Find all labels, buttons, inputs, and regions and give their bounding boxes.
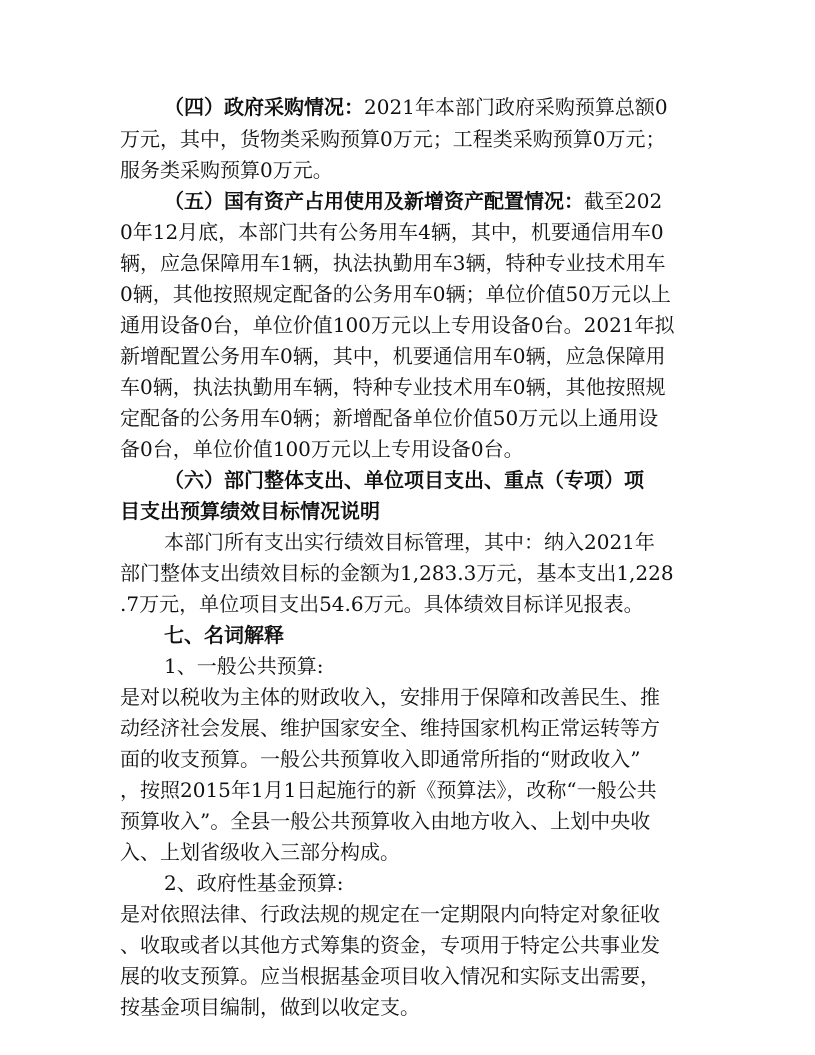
section6-heading-2: 目支出预算绩效目标情况说明 xyxy=(120,499,380,523)
section5-line-2: 0年12月底，本部门共有公务用车4辆，其中，机要通信用车0 xyxy=(120,220,664,244)
section4-heading: （四）政府采购情况： xyxy=(164,95,364,119)
section5-line-5: 通用设备0台，单位价值100万元以上专用设备0台。2021年拟 xyxy=(120,313,675,337)
section6-line-2: 部门整体支出绩效目标的金额为1,283.3万元，基本支出1,228 xyxy=(120,561,674,585)
section5-line-4: 0辆，其他按照规定配备的公务用车0辆；单位价值50万元以上 xyxy=(120,282,671,306)
section5-line-1 xyxy=(0,186,815,216)
term1-line-5: 预算收入”。全县一般公共预算收入由地方收入、上划中央收 xyxy=(120,809,651,833)
term1-line-2: 动经济社会发展、维护国家安全、维持国家机构正常运转等方 xyxy=(120,716,660,740)
section4-text: 2021年本部门政府采购预算总额0 xyxy=(364,95,668,119)
term2-title: 2、政府性基金预算: xyxy=(164,871,344,895)
section6-line-1: 本部门所有支出实行绩效目标管理，其中：纳入2021年 xyxy=(164,530,655,554)
section6-line-3: .7万元，单位项目支出54.6万元。具体绩效目标详见报表。 xyxy=(120,592,644,616)
term1-title: 1、一般公共预算: xyxy=(164,654,324,678)
section5-heading: （五）国有资产占用使用及新增资产配置情况： xyxy=(164,189,584,213)
term1-line-4: ，按照2015年1月1日起施行的新《预算法》，改称“一般公共 xyxy=(120,778,657,802)
term2-line-2: 、收取或者以其他方式筹集的资金，专项用于特定公共事业发 xyxy=(120,933,660,957)
term2-line-3: 展的收支预算。应当根据基金项目收入情况和实际支出需要， xyxy=(120,964,660,988)
section5-line-3: 辆，应急保障用车1辆，执法执勤用车3辆，特种专业技术用车 xyxy=(120,251,666,275)
term1-line-6: 入、上划省级收入三部分构成。 xyxy=(120,840,400,864)
section5-line-7: 车0辆，执法执勤用车辆，特种专业技术用车0辆，其他按照规 xyxy=(120,375,666,399)
section5-line-9: 备0台，单位价值100万元以上专用设备0台。 xyxy=(120,437,524,461)
section5-text: 截至202 xyxy=(584,189,663,213)
section7-heading: 七、名词解释 xyxy=(164,623,284,647)
term1-line-1: 是对以税收为主体的财政收入，安排用于保障和改善民生、推 xyxy=(120,685,660,709)
section5-line-6: 新增配置公务用车0辆，其中，机要通信用车0辆，应急保障用 xyxy=(120,344,666,368)
section5-line-8: 定配备的公务用车0辆；新增配备单位价值50万元以上通用设 xyxy=(120,406,659,430)
term2-line-4: 按基金项目编制，做到以收定支。 xyxy=(120,995,420,1019)
section4-line-3: 服务类采购预算0万元。 xyxy=(120,158,333,182)
section4-line-1 xyxy=(0,92,815,122)
section6-heading-1: （六）部门整体支出、单位项目支出、重点（专项）项 xyxy=(164,468,644,492)
section4-line-2: 万元，其中，货物类采购预算0万元；工程类采购预算0万元； xyxy=(120,127,666,151)
term2-line-1: 是对依照法律、行政法规的规定在一定期限内向特定对象征收 xyxy=(120,902,660,926)
term1-line-3: 面的收支预算。一般公共预算收入即通常所指的“财政收入” xyxy=(120,747,641,771)
